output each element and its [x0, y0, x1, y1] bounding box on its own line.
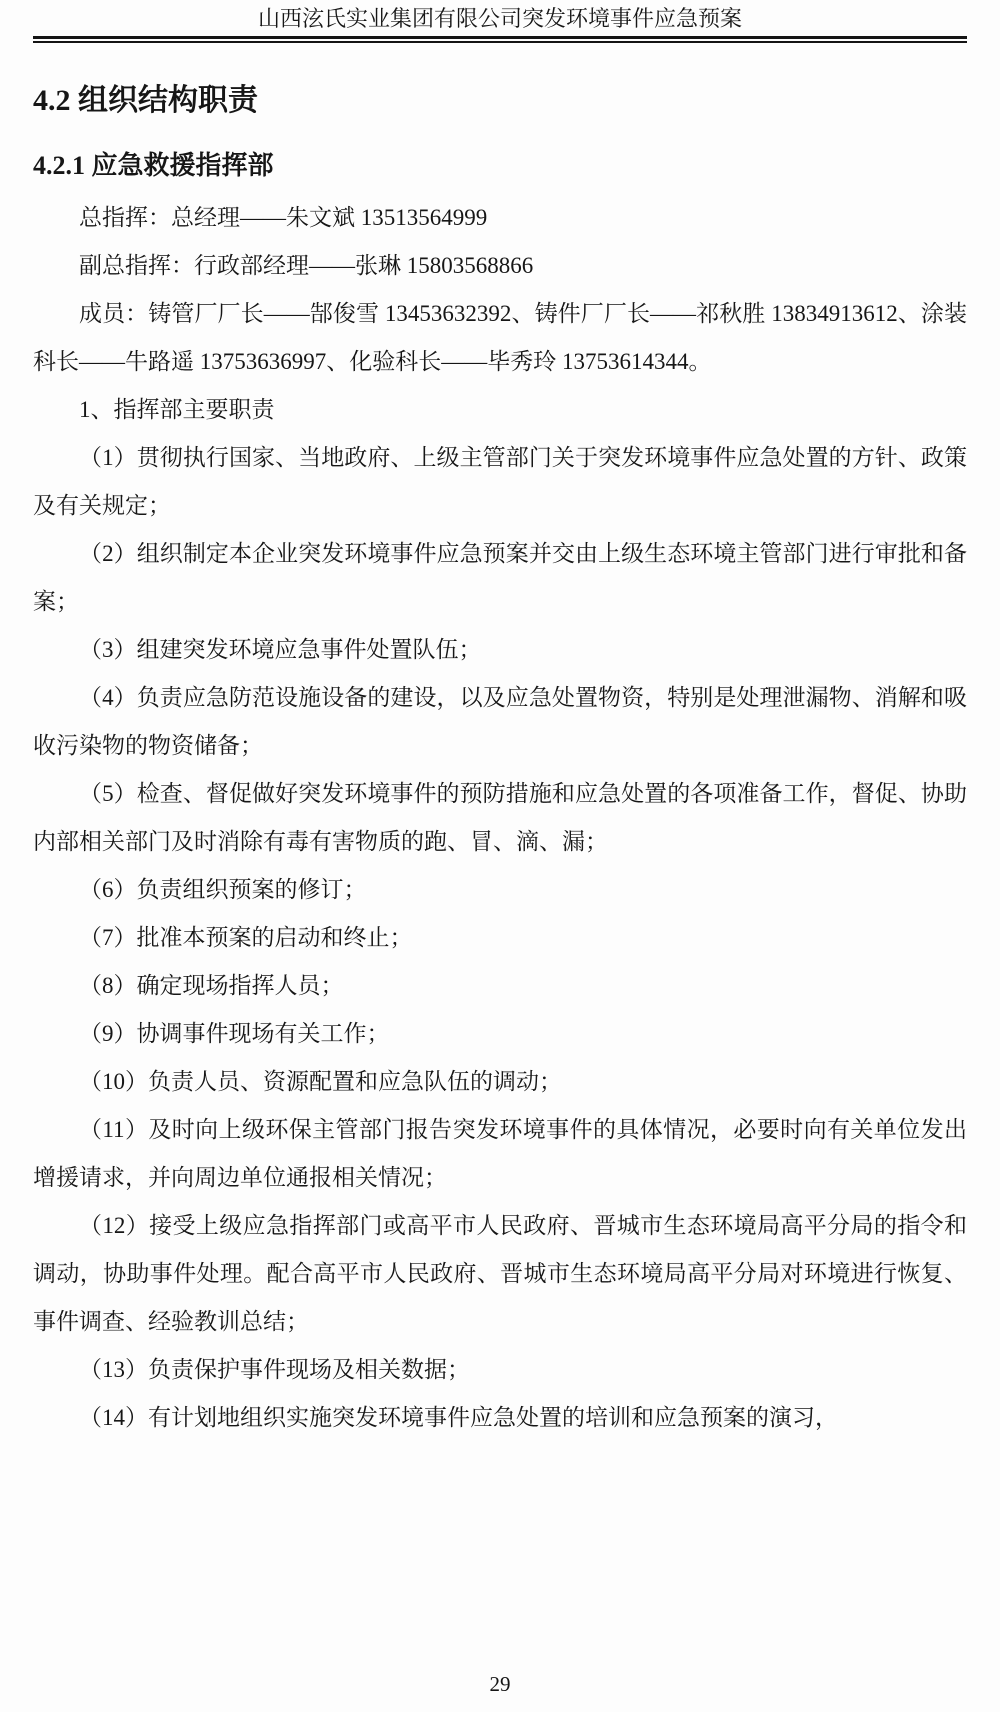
page-number: 29 [489, 1672, 511, 1696]
paragraph: （6）负责组织预案的修订； [79, 877, 367, 902]
subsection-heading: 4.2.1 应急救援指挥部 [33, 151, 274, 180]
paragraph: （14）有计划地组织实施突发环境事件应急处置的培训和应急预案的演习， [79, 1405, 838, 1430]
paragraph: 成员：铸管厂厂长——郜俊雪 13453632392、铸件厂厂长——祁秋胜 13834913612、涂装科长——牛路遥 13753636997、化验科长——毕秀玲 13753614344。 [33, 301, 967, 374]
paragraph: （13）负责保护事件现场及相关数据； [79, 1357, 470, 1382]
paragraph: （11）及时向上级环保主管部门报告突发环境事件的具体情况，必要时向有关单位发出增援请求，并向周边单位通报相关情况； [33, 1117, 967, 1190]
paragraph: 总指挥：总经理——朱文斌 13513564999 [79, 205, 488, 230]
paragraph: 副总指挥：行政部经理——张琳 15803568866 [79, 253, 534, 278]
paragraph: （9）协调事件现场有关工作； [79, 1021, 390, 1046]
paragraph: （10）负责人员、资源配置和应急队伍的调动； [79, 1069, 562, 1094]
paragraph: （8）确定现场指挥人员； [79, 973, 344, 998]
paragraph: （5）检查、督促做好突发环境事件的预防措施和应急处置的各项准备工作，督促、协助内部相关部门及时消除有毒有害物质的跑、冒、滴、漏； [33, 781, 967, 854]
paragraph: （1）贯彻执行国家、当地政府、上级主管部门关于突发环境事件应急处置的方针、政策及有关规定； [33, 445, 967, 518]
paragraph: （3）组建突发环境应急事件处置队伍； [79, 637, 482, 662]
paragraph: （4）负责应急防范设施设备的建设，以及应急处置物资，特别是处理泄漏物、消解和吸收污染物的物资储备； [33, 685, 967, 758]
header-double-rule [33, 36, 967, 43]
paragraph: （12）接受上级应急指挥部门或高平市人民政府、晋城市生态环境局高平分局的指令和调动，协助事件处理。配合高平市人民政府、晋城市生态环境局高平分局对环境进行恢复、事件调查、经验教训总结； [33, 1213, 967, 1334]
document-header-title: 山西泫氏实业集团有限公司突发环境事件应急预案 [257, 6, 742, 31]
paragraph: （7）批准本预案的启动和终止； [79, 925, 413, 950]
paragraph: 1、指挥部主要职责 [79, 397, 275, 422]
document-body [33, 194, 967, 1442]
section-heading: 4.2 组织结构职责 [33, 84, 258, 117]
paragraph: （2）组织制定本企业突发环境事件应急预案并交由上级生态环境主管部门进行审批和备案； [33, 541, 967, 614]
